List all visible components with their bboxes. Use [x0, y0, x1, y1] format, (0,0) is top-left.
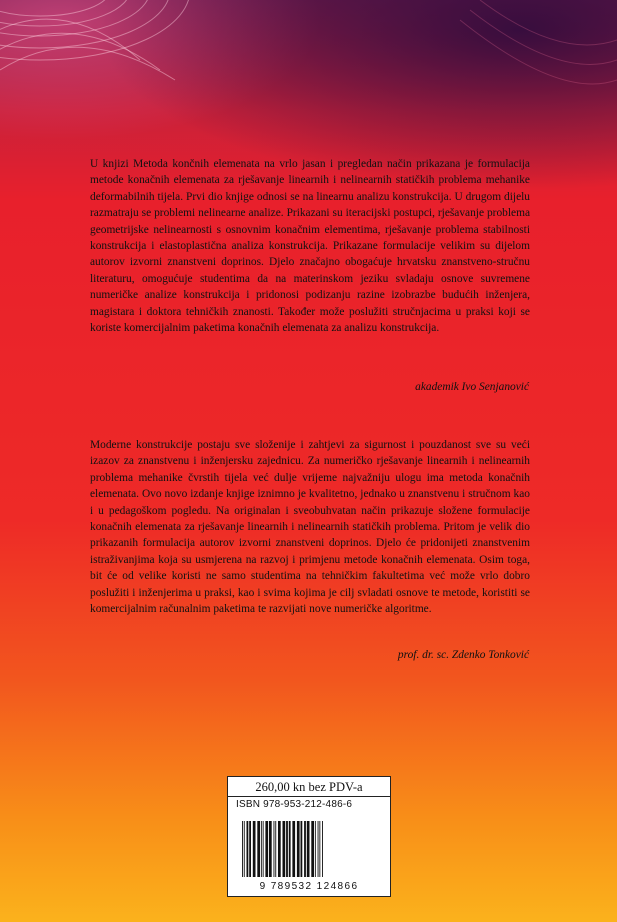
- barcode-bar: [247, 821, 249, 877]
- barcode-bar: [289, 821, 291, 877]
- barcode-bar: [278, 821, 281, 877]
- review-paragraph-1: U knjizi Metoda končnih elemenata na vrlo jasan i pregledan način prikazana je formulacija metode konačnih elemenata za rješavanje linearnih i nelinearnih statičkih problema mehanike deformabilnih tijela. Prvi dio knjige odnosi se na linearnu analizu konstrukcija. U drugom dijelu razmatraju se problemi nelinearne analize. Prikazani su iteracijski postupci, rješavanje problema geometrijske nelinearnosti s osnovnim konačnim elementima, rješavanje problema stabilnosti konstrukcija i elastoplastična analiza konstrukcija. Prikazane formulacije velikim su dijelom autorov izvorni znanstveni doprinos. Djelo značajno obogaćuje hrvatsku znanstveno-stručnu literaturu, omogućuje studentima da na materinskom jeziku svladaju osnove suvremene numeričke analize konstrukcija i pridonosi podizanju razine izobrazbe budućih inženjera, magistara i doktora tehničkih znanosti. Također može poslužiti stručnjacima u praksi koji se koriste komercijalnim paketima konačnih elemenata za analizu konstrukcija.: [90, 158, 530, 335]
- isbn-text: ISBN 978-953-212-486-6: [236, 799, 353, 810]
- barcode-bar: [315, 821, 316, 877]
- barcode-bar: [322, 821, 323, 877]
- barcode-bar: [265, 821, 268, 877]
- barcode-bar: [257, 821, 260, 877]
- barcode-bar: [319, 821, 320, 877]
- barcode-bar: [307, 821, 310, 877]
- barcode-bar: [292, 821, 295, 877]
- barcode-bar: [318, 821, 319, 877]
- barcode-bar: [283, 821, 286, 877]
- review-paragraph-2: Moderne konstrukcije postaju sve složenije i zahtjevi za sigurnost i pouzdanost sve su veći izazov za znanstvenu i inženjersku zajednicu. Za numeričko rješavanje linearnih i nelinearnih problema mehanike čvrstih tijela već dulje vrijeme najvažniju ulogu ima metoda konačnih elemenata. Ovo novo izdanje knjige iznimno je kvalitetno, jednako u znanstvenu i stručnom kao i u pedagoškom pogledu. Na originalan i sveobuhvatan način prikazuje složene formulacije konačnih elemenata za rješavanje linearnih i nelinearnih statičkih problema. Pritom je velik dio prikazanih formulacija autorov izvorni znanstveni doprinos. Djelo će pridonijeti znanstvenim istraživanjima koja su usmjerena na razvoj i primjenu metode konačnih elemenata. Osim toga, bit će od velike koristi ne samo studentima na tehničkim fakultetima već može vrlo dobro poslužiti i inženjerima u praksi, kao i svima kojima je cilj svladati osnove te metode, koristiti se komercijalnim računalnim paketima te razvijati nove numeričke algoritme.: [90, 439, 530, 616]
- barcode-label: [227, 776, 391, 897]
- barcode-bar: [301, 821, 303, 877]
- barcode-bar: [263, 821, 264, 877]
- barcode-bar: [304, 821, 306, 877]
- barcode-bar: [261, 821, 262, 877]
- review-author-2: prof. dr. sc. Zdenko Tonković: [397, 649, 529, 661]
- barcode-bar: [244, 821, 245, 877]
- barcode-bar: [311, 821, 314, 877]
- barcode-digits: 9 789532 124866: [259, 881, 359, 892]
- barcode-bar: [253, 821, 256, 877]
- barcode-bar: [242, 821, 243, 877]
- barcode-bar: [274, 821, 275, 877]
- barcode-bar: [249, 821, 251, 877]
- barcode-bars: [232, 817, 386, 883]
- review-author-1: akademik Ivo Senjanović: [415, 381, 529, 393]
- barcode-bar: [286, 821, 288, 877]
- barcode-bar: [275, 821, 276, 877]
- barcode-bar: [269, 821, 272, 877]
- price-text: 260,00 kn bez PDV-a: [228, 777, 390, 797]
- barcode-bar: [297, 821, 300, 877]
